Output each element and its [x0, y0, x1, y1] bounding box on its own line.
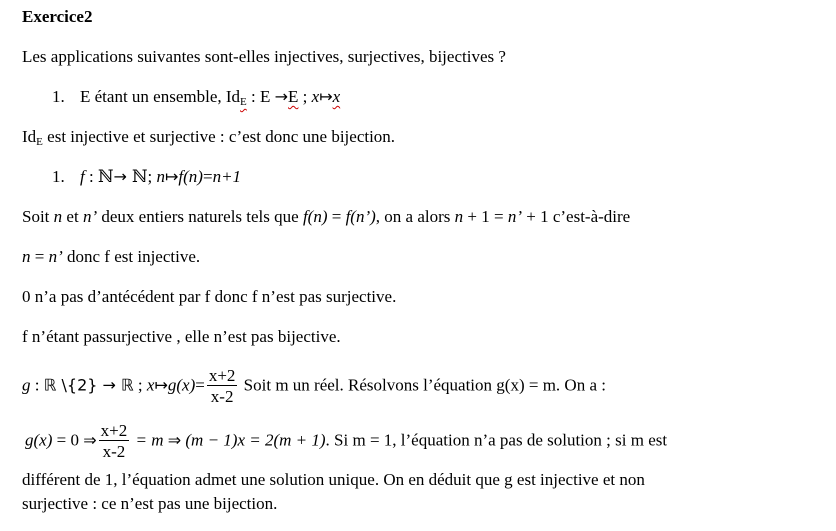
item-number: 1. [52, 87, 65, 106]
map-domain: : ℕ [84, 167, 114, 186]
separator: ; [298, 87, 312, 106]
variable-n: n [22, 247, 31, 266]
map-codomain: E [288, 87, 299, 106]
text-run: + 1 = [463, 207, 508, 226]
f-of-n: f(n) [178, 167, 203, 186]
bijectivity-paragraph: f n’étant passurjective , elle n’est pas bijective. [22, 327, 341, 346]
id-subscript: E [36, 136, 43, 148]
fraction-numerator: x+2 [208, 366, 236, 385]
g-equation [25, 421, 667, 462]
text-run: = [327, 207, 346, 226]
answer-text: est injective et surjective : c’est donc une bijection. [42, 127, 396, 146]
mapsto-symbol: ↦ [165, 167, 179, 186]
conclusion-line-2: surjective : ce n’est pas une bijection. [22, 494, 278, 513]
g-of-x: g(x) [25, 430, 53, 450]
variable-n-prime: n’ [48, 247, 63, 266]
fraction-numerator: x+2 [100, 421, 128, 440]
text-run: deux entiers naturels tels que [97, 207, 303, 226]
text-run: + 1 c’est-à-dire [522, 207, 631, 226]
text-run: et [62, 207, 83, 226]
variable-x: x [146, 375, 155, 395]
map-result: x [332, 87, 341, 106]
item-text: E étant un ensemble, Id [80, 87, 241, 106]
mapsto-symbol: ↦ [319, 87, 333, 106]
f-of-n: f(n) [302, 207, 328, 226]
id-subscript: E [240, 96, 247, 108]
variable-n: n [454, 207, 464, 226]
implies-symbol: ⇒ [167, 430, 182, 450]
map-domain: : E [246, 87, 271, 106]
text-run: . Si m = 1, l’équation n’a pas de solution ; si m est [325, 430, 668, 450]
map-codomain: ℕ; [132, 167, 157, 186]
g-of-x: g(x) [167, 375, 196, 395]
variable-x: x [311, 87, 320, 106]
f-of-n-prime: f(n’) [345, 207, 376, 226]
fraction [207, 366, 238, 407]
n-plus-one: n+1 [212, 167, 242, 186]
identity-answer [22, 127, 395, 152]
surjectivity-paragraph: 0 n’a pas d’antécédent par f donc f n’est pas surjective. [22, 287, 397, 306]
item-1-identity [52, 87, 340, 112]
item-2-function-f [52, 167, 241, 187]
text-run: , on a alors [375, 207, 455, 226]
g-domain-codomain: ℝ \{2} → ℝ [43, 375, 134, 395]
fraction-denominator: x-2 [99, 440, 130, 462]
equals-sign: = [195, 375, 205, 395]
fraction-denominator: x-2 [207, 385, 238, 407]
function-g: g [22, 375, 31, 395]
text-run: donc f est injective. [62, 247, 201, 266]
exercise-title: Exercice2 [22, 7, 93, 26]
separator: ; [133, 375, 147, 395]
equation-result: (m − 1)x = 2(m + 1) [181, 430, 326, 450]
variable-n-prime: n’ [82, 207, 98, 226]
text-run: = 0 [52, 430, 84, 450]
variable-n: n [53, 207, 63, 226]
function-f: f [80, 167, 85, 186]
text-run: Soit [22, 207, 54, 226]
text-run: : [30, 375, 44, 395]
mapsto-symbol: ↦ [154, 375, 168, 395]
fraction [99, 421, 130, 462]
conclusion-line-1: différent de 1, l’équation admet une solution unique. On en déduit que g est injective et non [22, 470, 645, 489]
variable-n-prime: n’ [507, 207, 522, 226]
arrow-symbol: → [113, 167, 132, 186]
intro-question: Les applications suivantes sont-elles injectives, surjectives, bijectives ? [22, 47, 506, 66]
text-run: Soit m un réel. Résolvons l’équation g(x) = m. On a : [239, 375, 606, 395]
equals-sign: = [202, 167, 213, 186]
id-label: Id [22, 127, 37, 146]
variable-n: n [156, 167, 166, 186]
item-number: 1. [52, 167, 65, 186]
text-run: = [30, 247, 49, 266]
implies-symbol: ⇒ [83, 430, 97, 450]
injectivity-paragraph [22, 207, 630, 227]
injectivity-conclusion [22, 247, 200, 267]
equals-m: = m [131, 430, 168, 450]
g-definition [22, 366, 606, 407]
arrow-symbol: → [274, 87, 289, 106]
